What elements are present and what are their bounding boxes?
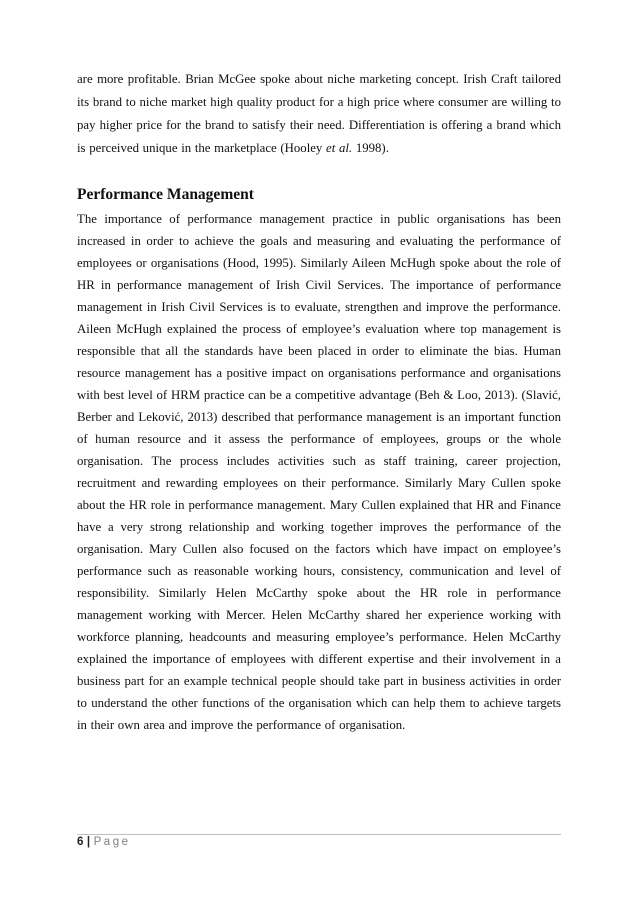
intro-paragraph-text: are more profitable. Brian McGee spoke about niche marketing concept. Irish Craft tailored its brand to niche market high quality product for a high price where consumer are willing to pay higher price for the brand to satisfy their need. Differentiation is offering a brand which is perceived unique in the marketplace (Hooley bbox=[77, 72, 561, 155]
citation-et-al: et al. bbox=[326, 141, 353, 155]
section-paragraph-block bbox=[77, 208, 561, 736]
intro-paragraph bbox=[77, 68, 561, 160]
page-footer bbox=[77, 836, 130, 848]
section-heading: Performance Management bbox=[77, 186, 254, 203]
footer-separator: | bbox=[86, 836, 91, 848]
section-paragraph: The importance of performance management practice in public organisations has been increased in order to achieve the goals and measuring and evaluating the performance of employees or organisations (Hood, 1995). Similarly Aileen McHugh spoke about the role of HR in performance management of Irish Civil Services. The importance of performance management in Irish Civil Services is to evaluate, strengthen and improve the performance. Aileen McHugh explained the process of employee’s evaluation where top management is responsible that all the standards have been placed in order to eliminate the bias. Human resource management has a positive impact on organisations performance and organisations with best level of HRM practice can be a competitive advantage (Beh & Loo, 2013). (Slavić, Berber and Leković, 2013) described that performance management is an important function of human resource and it assess the performance of employees, groups or the whole organisation. The process includes activities such as staff training, career projection, recruitment and rewarding employees on their performance. Similarly Mary Cullen spoke about the HR role in performance management. Mary Cullen explained that HR and Finance have a very strong relationship and working together improves the performance of the organisation. Mary Cullen also focused on the factors which have impact on employee’s performance such as reasonable working hours, consistency, communication and level of responsibility. Similarly Helen McCarthy spoke about the HR role in performance management working with Mercer. Helen McCarthy shared her experience working with workforce planning, headcounts and measuring employee’s performance. Helen McCarthy explained the importance of employees with different expertise and their involvement in a business part for an example technical people should take part in business activities in order to understand the other functions of the organisation which can help them to achieve targets in their own area and improve the performance of organisation. bbox=[77, 212, 561, 732]
footer-divider bbox=[77, 834, 561, 835]
page-number: 6 bbox=[77, 836, 84, 848]
intro-paragraph-block bbox=[77, 68, 561, 160]
intro-paragraph-citation-year: 1998). bbox=[352, 141, 389, 155]
page-label: Page bbox=[93, 836, 131, 848]
